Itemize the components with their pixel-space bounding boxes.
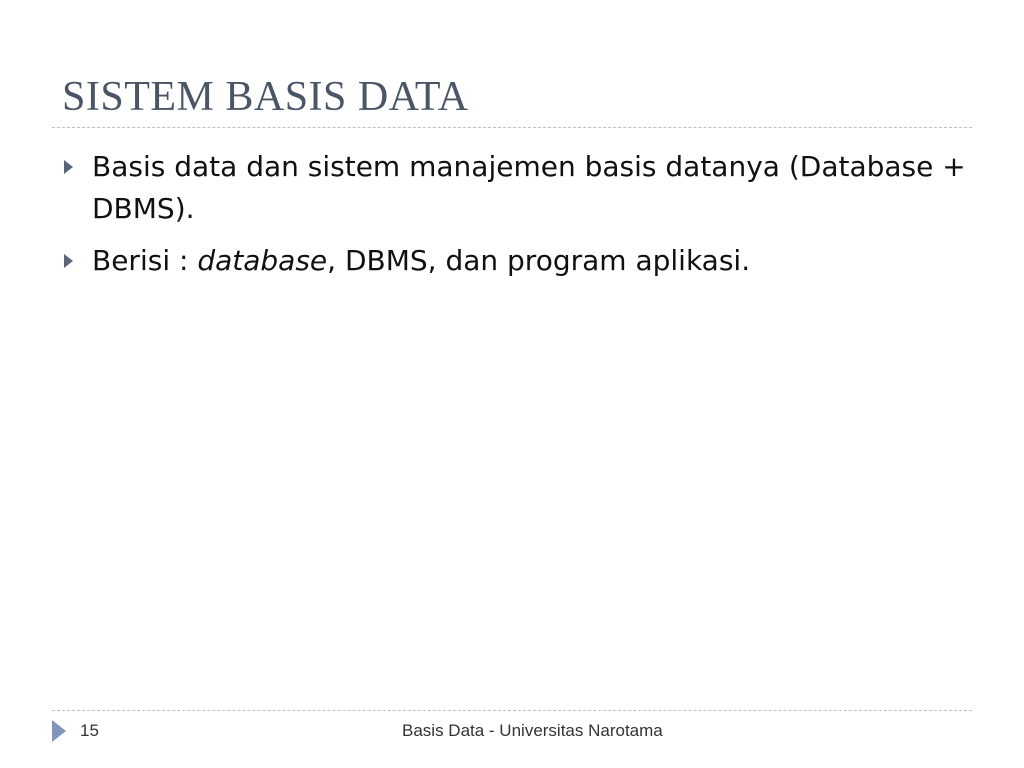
bullet-text: Basis data dan sistem manajemen basis datanya (Database + DBMS). bbox=[92, 150, 966, 225]
page-number: 15 bbox=[80, 721, 99, 740]
footer-caption: Basis Data - Universitas Narotama bbox=[402, 721, 663, 740]
bullet-text-emphasis: database bbox=[197, 244, 328, 277]
title-divider bbox=[52, 127, 972, 128]
slide-title: SISTEM BASIS DATA bbox=[62, 74, 469, 120]
bullet-item bbox=[62, 240, 967, 282]
footer-arrow-icon bbox=[52, 720, 66, 742]
footer-divider bbox=[52, 710, 972, 711]
bullet-arrow-icon bbox=[64, 254, 73, 268]
bullet-text-prefix: Berisi : bbox=[92, 244, 198, 277]
bullet-arrow-icon bbox=[64, 160, 73, 174]
bullet-text-suffix: , DBMS, dan program aplikasi. bbox=[327, 244, 751, 277]
bullet-item bbox=[62, 146, 967, 230]
bullet-list bbox=[62, 146, 967, 292]
